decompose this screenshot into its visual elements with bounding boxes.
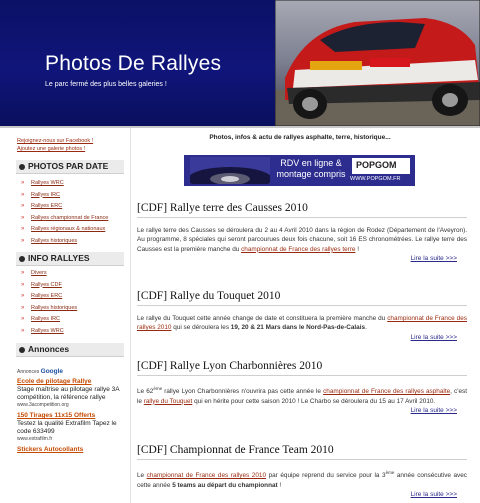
read-more-link[interactable]: Lire la suite >>> (410, 333, 457, 341)
ad-item[interactable] (17, 378, 125, 409)
arrow-right-icon: » (21, 304, 25, 311)
post-divider (137, 459, 467, 460)
arrow-right-icon: » (21, 214, 25, 221)
list-item[interactable]: » Rallyes historiques (20, 236, 108, 248)
list-item[interactable]: » Rallyes historiques (20, 303, 77, 315)
ad-title[interactable]: 150 Tirages 11x15 Offerts (17, 412, 96, 419)
annonces-section-header (16, 343, 124, 357)
post-excerpt: Le rallye du Touquet cette année change de date et constituera la première manche du championnat de France des rallyes 2010 qui se déroulera les 19, 20 & 21 Mars dans le Nord-Pas-de-Calais. (137, 315, 467, 332)
photos-section-title: PHOTOS PAR DATE (28, 161, 109, 171)
bullet-icon (19, 256, 25, 262)
list-item[interactable]: » Rallyes ERC (20, 291, 77, 303)
sidebar-top-links (17, 137, 93, 153)
list-item[interactable]: » Divers (20, 268, 77, 280)
arrow-right-icon: » (21, 191, 25, 198)
list-item[interactable]: » Rallyes championnat de France (20, 213, 108, 225)
rally-car-photo (275, 0, 480, 126)
post-title[interactable]: [CDF] Championnat de France Team 2010 (137, 444, 334, 456)
arrow-right-icon: » (21, 180, 25, 186)
arrow-right-icon: » (21, 226, 25, 233)
annonces-section-title: Annonces (28, 344, 70, 354)
ad-title[interactable]: Stickers Autocollants (17, 446, 84, 453)
site-header (0, 0, 480, 126)
list-item[interactable]: » Rallyes IRC (20, 314, 77, 326)
post-link[interactable]: championnat de France des rallyes 2010 (137, 315, 467, 332)
list-item[interactable]: » Rallyes régionaux & nationaux (20, 224, 108, 236)
ad-item[interactable] (17, 412, 125, 443)
add-gallery-link[interactable]: Ajoutez une galerie photos ! (17, 146, 86, 152)
post-link[interactable]: rallye du Touquet (143, 397, 193, 405)
post-article (137, 360, 467, 414)
ad-url[interactable]: www.3acompetition.org (17, 402, 69, 408)
arrow-right-icon: » (21, 237, 25, 244)
sidebar (0, 128, 131, 503)
post-divider (137, 305, 467, 306)
post-title[interactable]: [CDF] Rallye terre des Causses 2010 (137, 202, 308, 214)
list-item[interactable]: » Rallyes WRC (20, 326, 77, 338)
post-article (137, 202, 467, 262)
arrow-right-icon: » (21, 270, 25, 276)
post-link[interactable]: championnat de France des rallyes terre (241, 245, 356, 253)
arrow-right-icon: » (21, 316, 25, 323)
arrow-right-icon: » (21, 281, 25, 288)
post-excerpt: Le rallye terre des Causses se déroulera du 2 au 4 Avril 2010 dans la région de Rodez (Département de l'Aveyron). Au programme, 8 spéciales qui seront parcourues deux fois chacune, soit 16 ES chronométrées. Le rallye terre des Causses est la première manche du championnat de France des rallyes terre ! (137, 227, 467, 253)
list-item[interactable]: » Rallyes ERC (20, 201, 108, 213)
google-logo: Google (40, 368, 64, 375)
arrow-right-icon: » (21, 293, 25, 300)
tire-icon (190, 157, 270, 184)
info-section-header (16, 252, 124, 266)
ads-header[interactable]: Annonces Google (17, 368, 64, 375)
info-list (20, 268, 77, 338)
post-title[interactable]: [CDF] Rallye Lyon Charbonnières 2010 (137, 360, 323, 372)
popgom-banner[interactable] (184, 155, 415, 186)
read-more-link[interactable]: Lire la suite >>> (410, 490, 457, 498)
site-title[interactable]: Photos De Rallyes (45, 52, 222, 75)
banner-text: RDV en ligne & montage compris (276, 158, 346, 179)
ad-url[interactable]: www.extrafilm.fr (17, 436, 53, 442)
post-excerpt: Le 62ème rallye Lyon Charbonnières n'ouvrira pas cette année le championnat de France des rallyes asphalte, c'est le rallye du Touquet qui en hérite pour cette saison 2010 ! Le Charbo se déroulera du 15 au 17 Avril 2010. (137, 386, 467, 405)
popgom-logo: POPGOM (352, 158, 410, 174)
google-ads (17, 368, 125, 454)
ad-description: Stage maîtrise au pilotage rallye 3A compétition, la référence rallye (17, 386, 120, 401)
bullet-icon (19, 164, 25, 170)
main-content (132, 128, 480, 503)
post-link[interactable]: championnat de France des rallyes 2010 (146, 472, 267, 480)
list-item[interactable]: » Rallyes IRC (20, 190, 108, 202)
bullet-icon (19, 347, 25, 353)
info-section-title: INFO RALLYES (28, 253, 90, 263)
post-divider (137, 375, 467, 376)
post-link[interactable]: championnat de France des rallyes asphalte (323, 388, 451, 396)
post-title[interactable]: [CDF] Rallye du Touquet 2010 (137, 290, 281, 302)
post-article (137, 444, 467, 498)
list-item[interactable]: » Rallyes CDF (20, 280, 77, 292)
post-divider (137, 217, 467, 218)
site-tagline: Le parc fermé des plus belles galeries ! (45, 81, 167, 88)
intro-text: Photos, infos & actu de rallyes asphalte, terre, historique... (209, 134, 391, 141)
arrow-right-icon: » (21, 203, 25, 210)
arrow-right-icon: » (21, 327, 25, 334)
ad-item[interactable] (17, 446, 125, 454)
ad-description: Testez la qualité Extrafilm Tapez le code 633499 (17, 420, 117, 435)
photos-list (20, 178, 108, 248)
banner-url: WWW.POPGOM.FR (350, 176, 401, 182)
read-more-link[interactable]: Lire la suite >>> (410, 406, 457, 414)
list-item[interactable]: » Rallyes WRC (20, 178, 108, 190)
ad-title[interactable]: Ecole de pilotage Rallye (17, 378, 92, 385)
post-excerpt: Le championnat de France des rallyes 2010 par équipe reprend du service pour la 3ème année consécutive avec cette année 5 teams au départ du championnat ! (137, 470, 467, 489)
photos-section-header (16, 160, 124, 174)
read-more-link[interactable]: Lire la suite >>> (410, 255, 457, 263)
post-article (137, 290, 467, 341)
facebook-link[interactable]: Rejoignez-nous sur Facebook ! (17, 138, 94, 144)
